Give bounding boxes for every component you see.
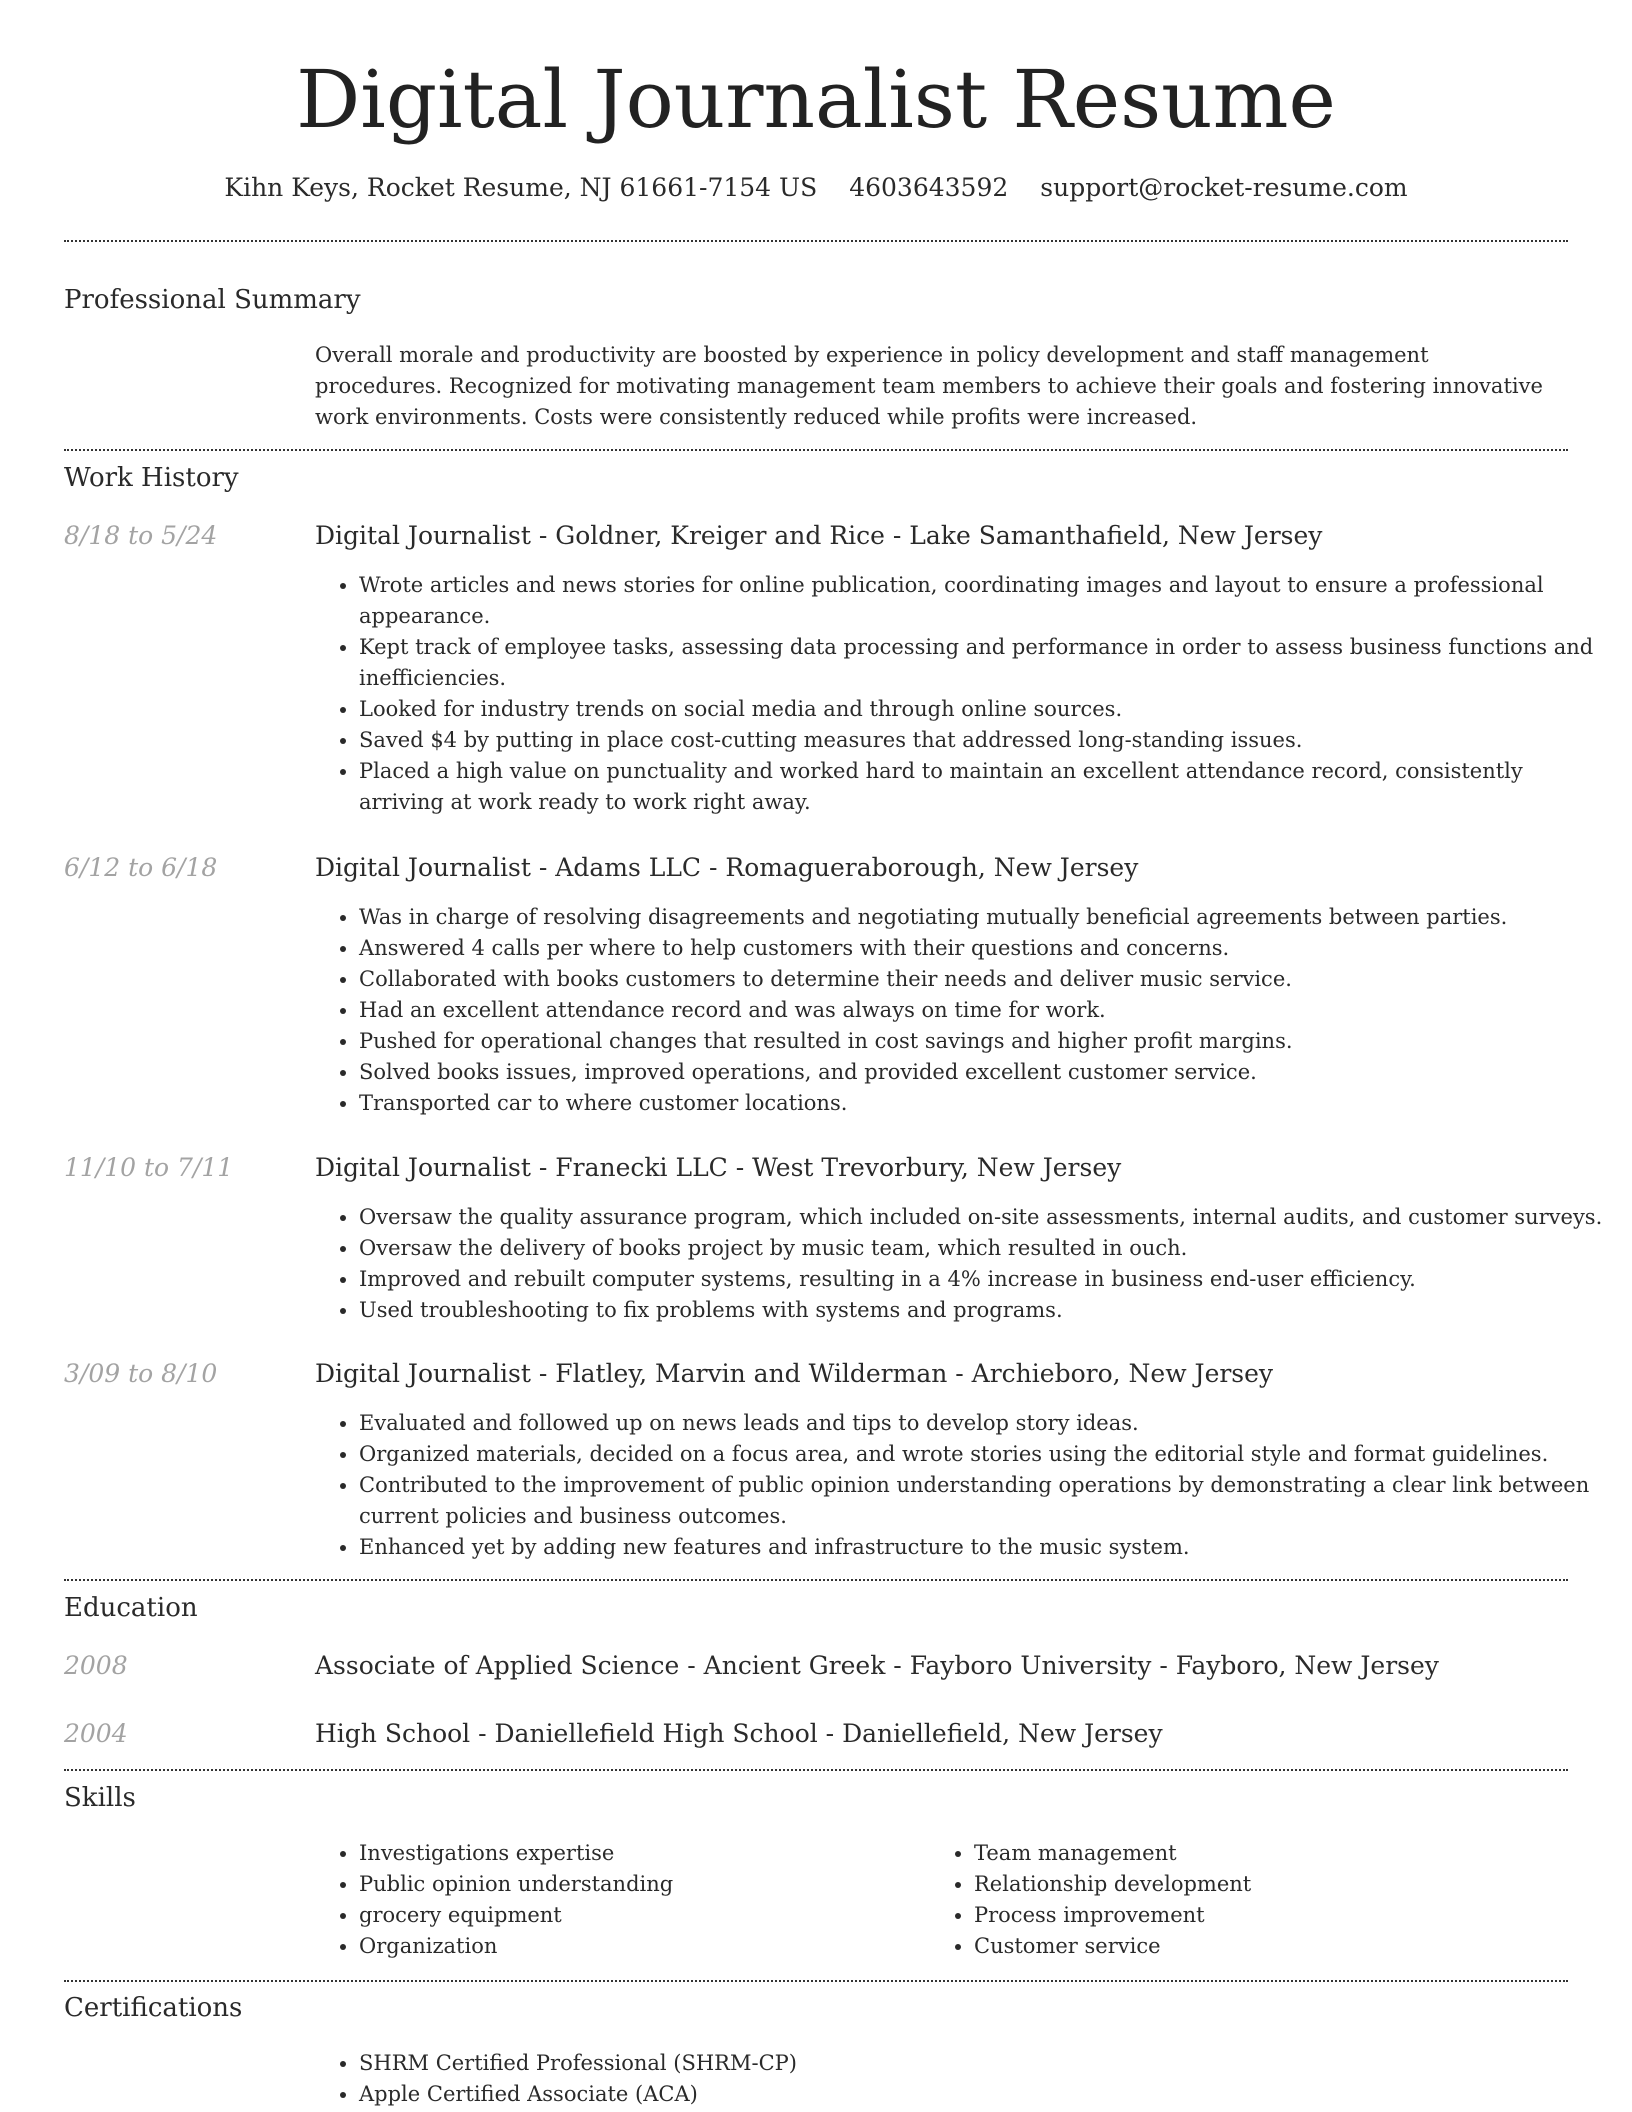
skill-item: • Investigations expertise [359, 1838, 919, 1869]
divider [64, 1579, 1568, 1581]
list-item: • Saved $4 by putting in place cost-cutting measures that addressed long-standing issues. [359, 725, 1604, 756]
certification-item: • SHRM Certified Professional (SHRM-CP) [359, 2048, 1604, 2079]
section-heading-education: Education [64, 1593, 198, 1623]
job-bullets [315, 570, 1604, 818]
section-heading-certifications: Certifications [64, 1993, 243, 2023]
section-heading-work-history: Work History [64, 463, 239, 493]
divider [64, 1980, 1568, 1982]
contact-phone: 4603643592 [849, 173, 1009, 202]
list-item: • Kept track of employee tasks, assessing data processing and performance in order to assess business functions and inefficiencies. [359, 632, 1604, 694]
list-item: • Solved books issues, improved operations, and provided excellent customer service. [359, 1057, 1604, 1088]
list-item: • Collaborated with books customers to determine their needs and deliver music service. [359, 964, 1604, 995]
job-bullets [315, 1202, 1604, 1326]
skills-list-right [930, 1838, 1534, 1962]
skill-item: • Public opinion understanding [359, 1869, 919, 1900]
list-item: • Improved and rebuilt computer systems, resulting in a 4% increase in business end-user efficiency. [359, 1264, 1604, 1295]
education-year: 2008 [64, 1651, 128, 1680]
skills-list-left [315, 1838, 919, 1962]
job-dates: 11/10 to 7/11 [64, 1153, 234, 1182]
contact-email: support@rocket-resume.com [1040, 173, 1408, 202]
education-year: 2004 [64, 1719, 128, 1748]
list-item: • Oversaw the quality assurance program, which included on-site assessments, internal audits, and customer surveys. [359, 1202, 1604, 1233]
certifications-list [315, 2048, 1604, 2110]
section-heading-summary: Professional Summary [64, 285, 361, 315]
list-item: • Transported car to where customer locations. [359, 1088, 1604, 1119]
list-item: • Enhanced yet by adding new features and infrastructure to the music system. [359, 1532, 1604, 1563]
skill-item: • Customer service [974, 1931, 1534, 1962]
list-item: • Organized materials, decided on a focus area, and wrote stories using the editorial style and format guidelines. [359, 1439, 1604, 1470]
skill-item: • grocery equipment [359, 1900, 919, 1931]
education-title: Associate of Applied Science - Ancient Greek - Fayboro University - Fayboro, New Jersey [315, 1651, 1439, 1680]
skill-item: • Process improvement [974, 1900, 1534, 1931]
divider [64, 1769, 1568, 1771]
list-item: • Was in charge of resolving disagreements and negotiating mutually beneficial agreements between parties. [359, 902, 1604, 933]
list-item: • Evaluated and followed up on news leads and tips to develop story ideas. [359, 1408, 1604, 1439]
list-item: • Had an excellent attendance record and was always on time for work. [359, 995, 1604, 1026]
job-bullets [315, 1408, 1604, 1563]
education-title: High School - Daniellefield High School - Daniellefield, New Jersey [315, 1719, 1163, 1748]
contact-line [0, 170, 1632, 206]
job-dates: 6/12 to 6/18 [64, 853, 218, 882]
divider [64, 449, 1568, 451]
list-item: • Answered 4 calls per where to help customers with their questions and concerns. [359, 933, 1604, 964]
list-item: • Used troubleshooting to fix problems with systems and programs. [359, 1295, 1604, 1326]
job-title: Digital Journalist - Franecki LLC - West Trevorbury, New Jersey [315, 1153, 1122, 1182]
skill-item: • Team management [974, 1838, 1534, 1869]
list-item: • Looked for industry trends on social media and through online sources. [359, 694, 1604, 725]
certification-item: • Apple Certified Associate (ACA) [359, 2079, 1604, 2110]
job-dates: 3/09 to 8/10 [64, 1359, 218, 1388]
list-item: • Contributed to the improvement of public opinion understanding operations by demonstrating a clear link between current policies and business outcomes. [359, 1470, 1604, 1532]
list-item: • Pushed for operational changes that resulted in cost savings and higher profit margins. [359, 1026, 1604, 1057]
section-heading-skills: Skills [64, 1783, 136, 1813]
list-item: • Placed a high value on punctuality and worked hard to maintain an excellent attendance record, consistently arriving at work ready to work right away. [359, 756, 1604, 818]
contact-address: Kihn Keys, Rocket Resume, NJ 61661-7154 US [224, 173, 818, 202]
job-title: Digital Journalist - Goldner, Kreiger and Rice - Lake Samanthafield, New Jersey [315, 521, 1323, 550]
skill-item: • Organization [359, 1931, 919, 1962]
divider [64, 240, 1568, 242]
skill-item: • Relationship development [974, 1869, 1534, 1900]
list-item: • Oversaw the delivery of books project by music team, which resulted in ouch. [359, 1233, 1604, 1264]
list-item: • Wrote articles and news stories for online publication, coordinating images and layout to ensure a professional appearance. [359, 570, 1604, 632]
job-title: Digital Journalist - Adams LLC - Romagueraborough, New Jersey [315, 853, 1139, 882]
job-title: Digital Journalist - Flatley, Marvin and Wilderman - Archieboro, New Jersey [315, 1359, 1274, 1388]
job-dates: 8/18 to 5/24 [64, 521, 218, 550]
resume-title: Digital Journalist Resume [296, 53, 1336, 146]
summary-text: Overall morale and productivity are boosted by experience in policy development and staff management procedures. Recognized for motivating management team members to achieve their goals and fostering innovative work environments. Costs were consistently reduced while profits were increased. [315, 343, 1543, 429]
job-bullets [315, 902, 1604, 1119]
